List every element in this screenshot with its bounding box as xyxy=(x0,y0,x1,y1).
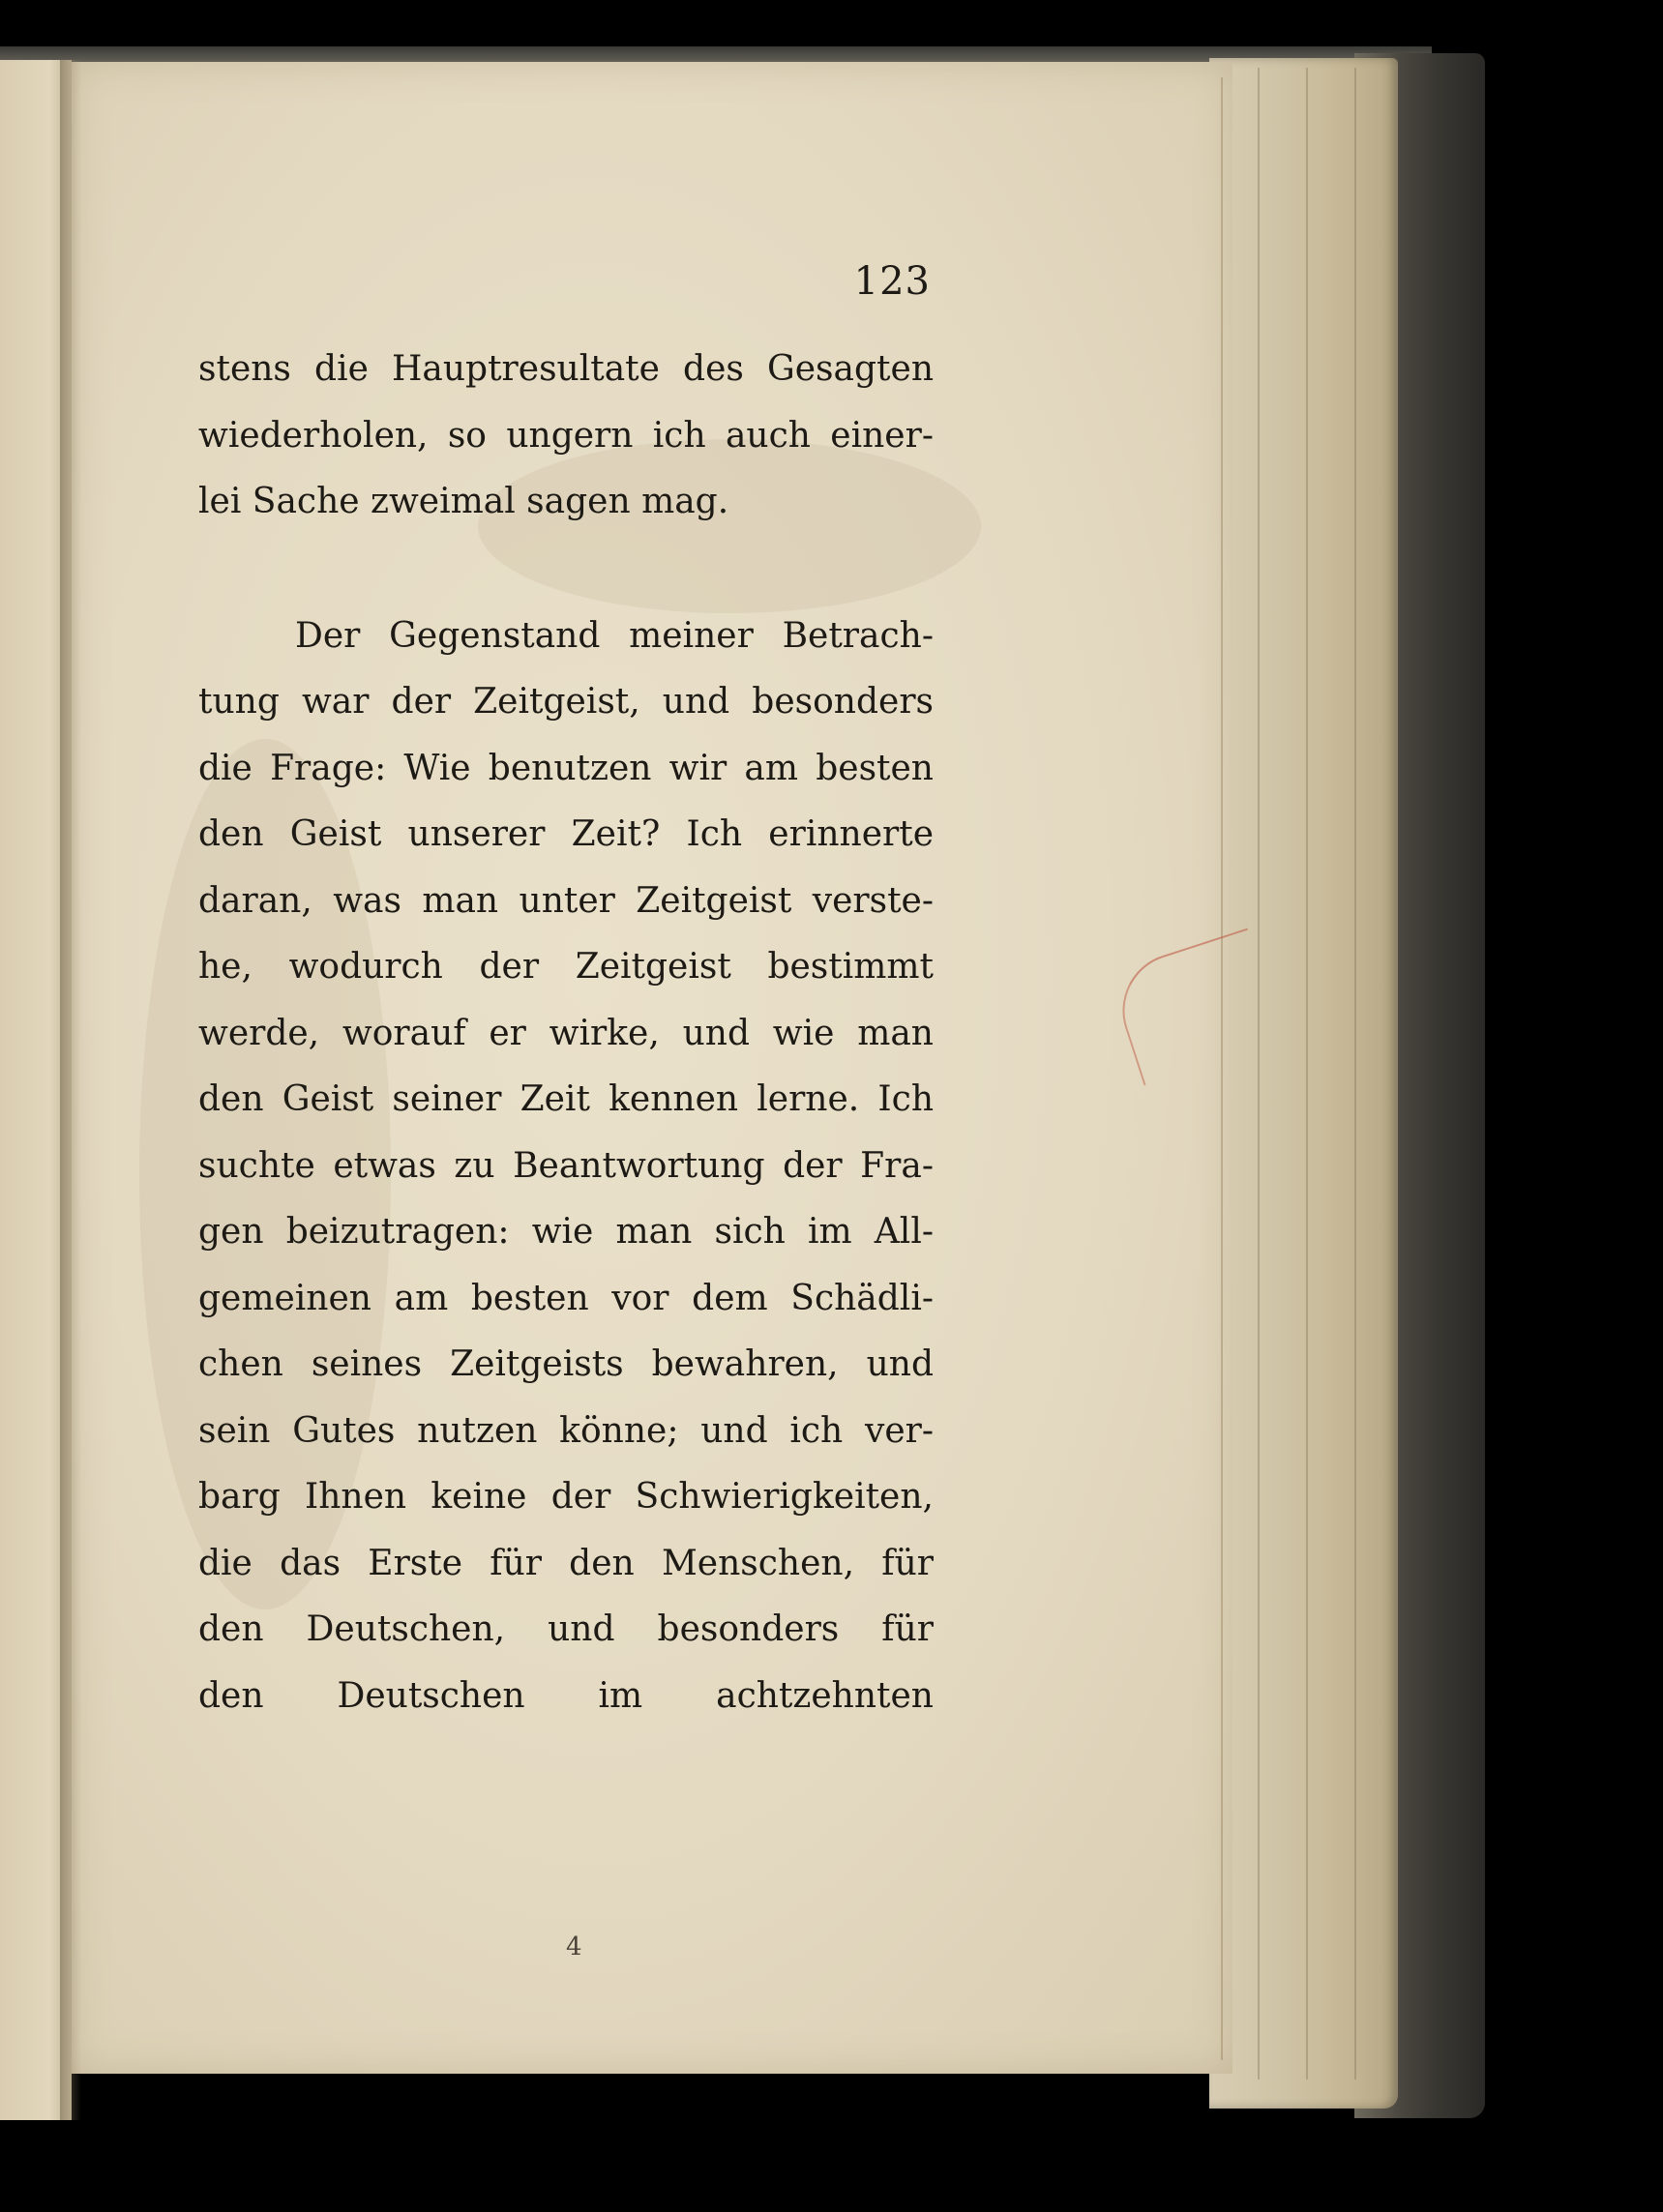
page-stack xyxy=(1209,58,1398,2109)
text-line: die das Erste für den Menschen, für xyxy=(198,1543,934,1583)
text-line: den Geist seiner Zeit kennen lerne. Ich xyxy=(198,1079,934,1119)
text-line: chen seines Zeitgeists bewahren, und xyxy=(198,1344,934,1384)
page-stack-line xyxy=(1306,68,1308,2079)
text-line: den Deutschen, und besonders für xyxy=(198,1609,934,1649)
text-line: wiederholen, so ungern ich auch einer- xyxy=(198,415,934,456)
text-line: stens die Hauptresultate des Gesagten xyxy=(198,349,934,389)
text-line: gemeinen am besten vor dem Schädli- xyxy=(198,1278,934,1318)
paragraph-gap xyxy=(198,536,934,604)
page-edge-line xyxy=(1221,77,1223,2060)
page-number: 123 xyxy=(853,259,931,304)
text-line: werde, worauf er wirke, und wie man xyxy=(198,1013,934,1053)
text-line: den Geist unserer Zeit? Ich erinnerte xyxy=(198,814,934,854)
signature-mark: 4 xyxy=(566,1932,582,1961)
text-line: sein Gutes nutzen könne; und ich ver- xyxy=(198,1410,934,1451)
gutter xyxy=(60,60,81,2120)
text-line: barg Ihnen keine der Schwierigkeiten, xyxy=(198,1477,934,1517)
text-line: den Deutschen im achtzehnten xyxy=(198,1675,934,1716)
text-line: tung war der Zeitgeist, und besonders xyxy=(198,682,934,722)
text-line: gen beizutragen: wie man sich im All- xyxy=(198,1212,934,1252)
text-line: Der Gegenstand meiner Betrach- xyxy=(295,615,934,656)
page-stack-line xyxy=(1354,68,1356,2079)
text-line: die Frage: Wie benutzen wir am besten xyxy=(198,748,934,788)
text-line: he, wodurch der Zeitgeist bestimmt xyxy=(198,947,934,987)
text-line: daran, was man unter Zeitgeist verste- xyxy=(198,880,934,921)
body-text xyxy=(198,337,934,1729)
page-stack-line xyxy=(1258,68,1260,2079)
text-line: suchte etwas zu Beantwortung der Fra- xyxy=(198,1145,934,1186)
text-line: lei Sache zweimal sagen mag. xyxy=(198,482,729,521)
